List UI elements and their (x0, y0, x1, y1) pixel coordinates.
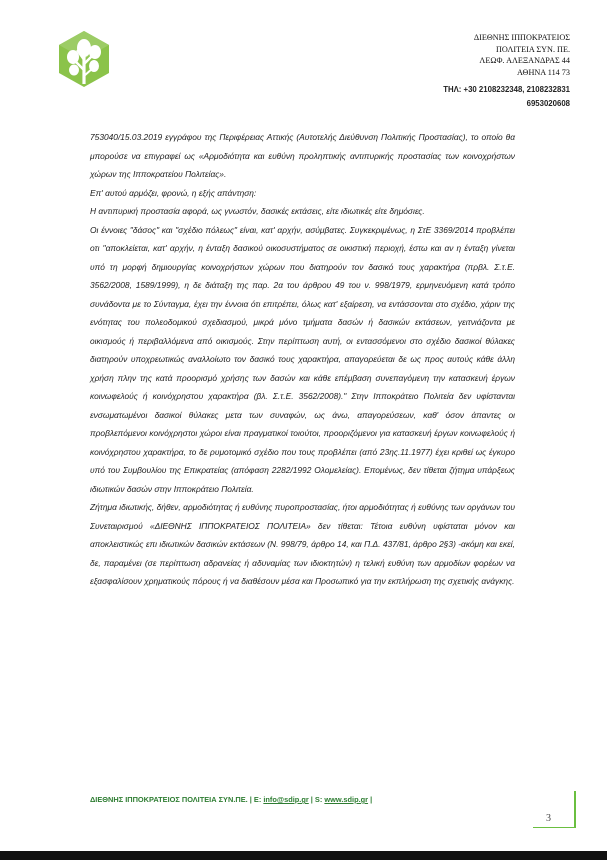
header-city: ΑΘΗΝΑ 114 73 (516, 67, 570, 77)
bottom-edge-bar (0, 851, 607, 860)
paragraph-3: Η αντιπυρική προστασία αφορά, ως γνωστόν, δασικές εκτάσεις, είτε ιδιωτικές είτε δημόσιες. (90, 206, 425, 216)
footer-org-name: ΔΙΕΘΝΗΣ ΙΠΠΟΚΡΑΤΕΙΟΣ ΠΟΛΙΤΕΙΑ ΣΥΝ.ΠΕ. (90, 795, 248, 804)
tree-logo-icon (58, 30, 110, 88)
paragraph-4: Οι έννοιες "δάσος" και "σχέδιο πόλεως" είναι, κατ' αρχήν, ασύμβατες. Συγκεκριμένως, η ΣτΕ 3369/2014 προβλέπει οτι "αποκλείεται, κατ' αρχήν, η ένταξη δασικού οικοσυστήματος σε οικιστική περιοχή, έστω και αν η ένταξη γίνεται υπό τη μορφή δημιουργίας κοινοχρήστων χώρων που διατηρούν τον δασικό τους χαρακτήρα (πρβλ. Σ.τ.Ε. 3562/2008, 1589/1999), η δε διάταξη της παρ. 2α του άρθρου 49 του ν. 998/1979, ερμηνευόμενη κατά τρόπο συνάδοντα με το Σύνταγμα, έχει την έννοια ότι επιτρέπει, όλως κατ' εξαίρεση, να εντάσσονται στο σχέδιο, χάριν της ενότητας του πολεοδομικού σχεδιασμού, μικρά μόνο τμήματα δασών ή δασικών εκτάσεων, γειτνιάζοντα με οικισμούς ή περιβαλλόμενα από οικισμούς. Στην περίπτωση αυτή, οι εντασσόμενοι στο σχέδιο δασικοί θύλακες διατηρούν υποχρεωτικώς αναλλοίωτο τον δασικό τους χαρακτήρα, απαγορεύεται δε ως προς αυτούς κάθε άλλη χρήση πλην της κατά προορισμό χρήσης των δασών και κάθε επέμβαση συνεπαγόμενη την κατασκευή έργων κοινωφελούς ή κοινόχρηστου χαρακτήρα (βλ. Σ.τ.Ε. 3562/2008)." Στην Ιπποκράτειο Πολιτεία δεν υφίστανται ενσωματωμένοι δασικοί θύλακες μετα των συναφών, ως άνω, απαγορεύσεων, καθ' όσον άπαντες οι προβλεπόμενοι κοινόχρηστοι χώροι είναι πραγματικοί τοιούτοι, προοριζόμενοι για κατασκευή έργων κοινωφελούς ή κοινόχρηστου χαρακτήρα, το δε ρυμοτομικό σχέδιο που τους προβλέπει (από 23ης.11.1977) έχει κριθεί ως έγκυρο υπό του Συμβουλίου της Επικρατείας (απόφαση 2282/1992 Ολομελείας). Επομένως, δεν τίθεται ζήτημα υπάρξεως ιδιωτικών δασών στην Ιπποκράτειο Πολιτεία. (90, 224, 515, 494)
header-organization-line2: ΠΟΛΙΤΕΙΑ ΣΥΝ. ΠΕ. (496, 44, 570, 54)
footer: ΔΙΕΘΝΗΣ ΙΠΠΟΚΡΑΤΕΙΟΣ ΠΟΛΙΤΕΙΑ ΣΥΝ.ΠΕ. | E: info@sdip.gr | S: www.sdip.gr | (90, 795, 373, 804)
header-address (474, 32, 570, 78)
header-phone: ΤΗΛ: +30 2108232348, 2108232831 (443, 85, 570, 94)
footer-email-link[interactable]: info@sdip.gr (263, 795, 309, 804)
header-street: ΛΕΩΦ. ΑΛΕΞΑΝΔΡΑΣ 44 (479, 56, 570, 65)
header-contact (443, 83, 570, 110)
page-number-border (574, 791, 576, 827)
page-number-divider (533, 827, 576, 828)
header-organization: ΔΙΕΘΝΗΣ ΙΠΠΟΚΡΑΤΕΙΟΣ (473, 33, 570, 42)
paragraph-2: Επ' αυτού αρμόζει, φρονώ, η εξής απάντηση: (90, 187, 257, 198)
document-body (90, 128, 515, 591)
page-number: 3 (546, 813, 551, 824)
paragraph-1: 753040/15.03.2019 εγγράφου της Περιφέρειας Αττικής (Αυτοτελής Διεύθυνση Πολιτικής Προστασίας), το οποίο θα μπορούσε να επιγραφεί ως «Αρμοδιότητα και ευθύνη προληπτικής αντιπυρικής προστασίας των κοινοχρήστων χώρων της Ιπποκρατείου Πολιτείας». (90, 132, 515, 179)
footer-site-label: S: (314, 795, 323, 804)
paragraph-5: Ζήτημα ιδιωτικής, δήθεν, αρμοδιότητας ή ευθύνης πυροπροστασίας, ήτοι αρμοδιότητας ή ευθύνης των οργάνων του Συνεταιρισμού «ΔΙΕΘΝΗΣ ΙΠΠΟΚΡΑΤΕΙΟΣ ΠΟΛΙΤΕΙΑ» δεν τίθεται: Τέτοια ευθύνη υφίσταται μόνον και αποκλειστικώς επι ιδιωτικών δασικών εκτάσεων (Ν. 998/79, άρθρο 14, και Π.Δ. 437/81, άρθρο 2§3) -ακόμη και εκεί, δε, παραμένει (σε περίπτωση αδρανείας ή αδυναμίας των ιδιοκτητών) η τελική ευθύνη των αρμοδίων φορέων να εξασφαλίσουν χρηματικούς πόρους ή να διαθέσουν μέσα και Προσωπικό για την εκπλήρωση της σχετικής ανάγκης. (90, 502, 515, 586)
footer-email-label: E: (253, 795, 262, 804)
footer-site-link[interactable]: www.sdip.gr (324, 795, 369, 804)
header-mobile: 6953020608 (526, 98, 570, 108)
